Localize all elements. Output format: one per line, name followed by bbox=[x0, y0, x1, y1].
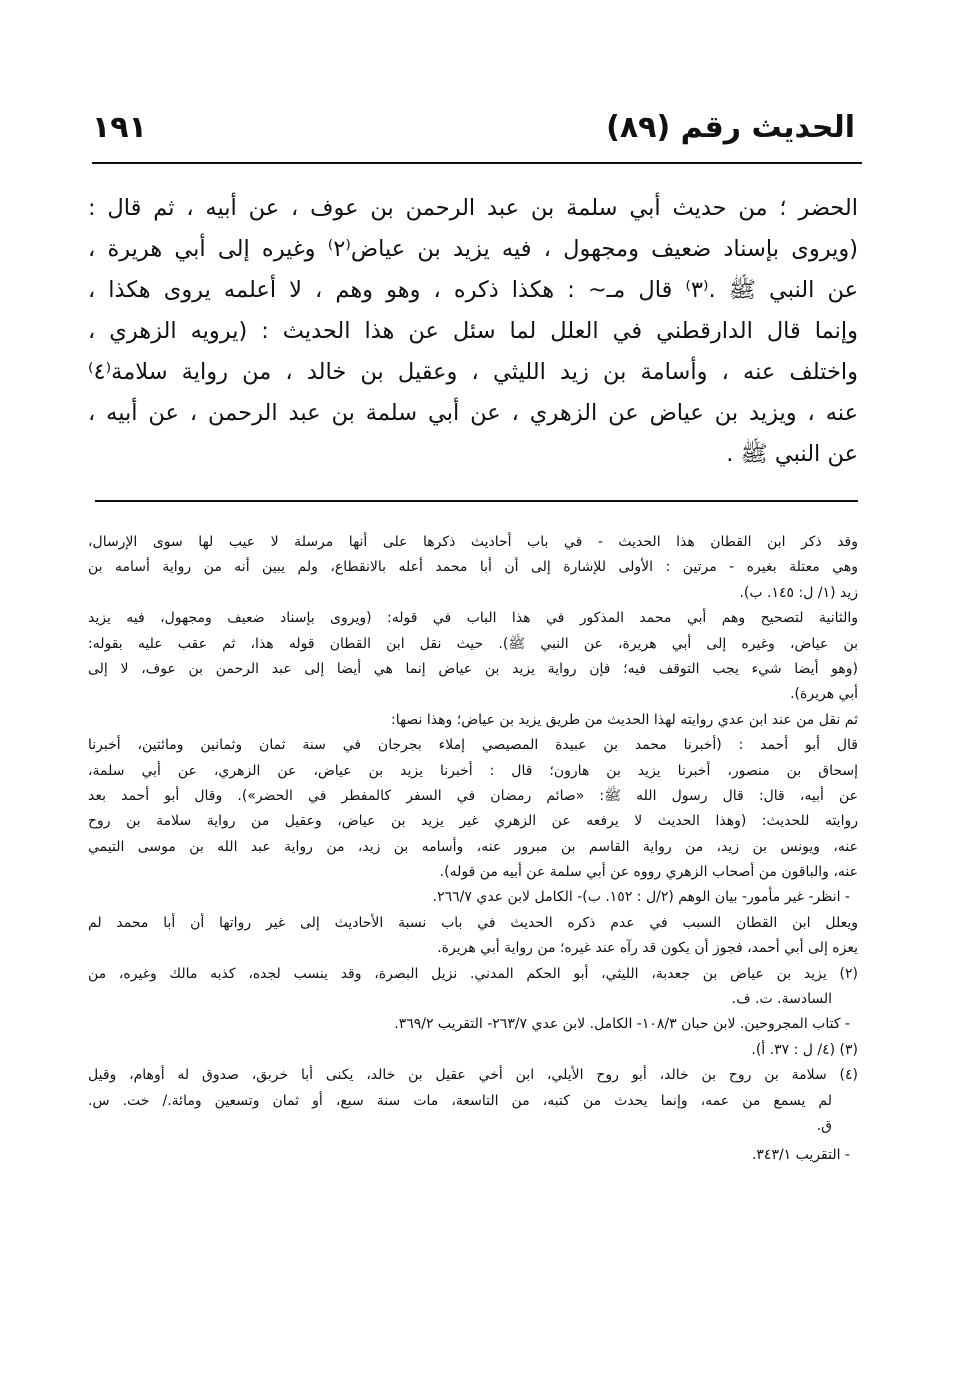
footnote-line: روايته للحديث: (وهذا الحديث لا يرفعه عن الزهري غير يزيد بن عياض، وعقيل من رواية سلامة بن روح bbox=[88, 813, 858, 830]
footnote-rule bbox=[95, 500, 858, 502]
footnote-line: (٣) (٤/ ل : ٣٧. أ). bbox=[751, 1041, 858, 1058]
footnote-line: أبي هريرة). bbox=[790, 686, 858, 703]
main-text-line: عن النبي ﷺ . bbox=[726, 441, 858, 467]
footnotes bbox=[88, 530, 858, 1169]
footnote-line: عنه، والباقون من أصحاب الزهري رووه عن أبي سلمة عن أبيه من قوله). bbox=[439, 864, 858, 881]
footnote-line: (٤) سلامة بن روح بن خالد، أبو روح الأيلي، ابن أخي عقيل بن خالد، يكنى أبا خربق، صدوق له أوهام، وقيل bbox=[88, 1067, 858, 1084]
footnote-line: بن عياض، وغيره إلى أبي هريرة، عن النبي ﷺ). حيث نقل ابن القطان قوله هذا، ثم عقب عليه بقوله: bbox=[88, 635, 858, 652]
footnote-line: - انظر- غير مأمور- بيان الوهم (٢/ل : ١٥٢. ب)- الكامل لابن عدي ٢٦٦/٧. bbox=[432, 889, 850, 906]
footnote-line: (وهو أيضا شيء يجب التوقف فيه؛ فإن رواية يزيد بن عياض إنما هي أيضا إلى عبد الرحمن بن عوف، لا إلى bbox=[88, 660, 858, 677]
footnote-line: ثم نقل من عند ابن عدي روايته لهذا الحديث من طريق يزيد بن عياض؛ وهذا نصها: bbox=[390, 711, 858, 728]
main-text-line: عن النبي ﷺ .⁽٣⁾ قال مـ~ : هكذا ذكره ، وهو وهم ، لا أعلمه يروى هكذا ، bbox=[88, 277, 858, 303]
footnote-line: عنه، ويونس بن زيد، من رواية القاسم بن مبرور عنه، وأسامه بن زيد، من رواية عبد الله بن موسى التيمي bbox=[88, 838, 858, 855]
footnote-line: وهي معتلة بغيره - مرتين : الأولى للإشارة إلى أن أبا محمد أعله بالانقطاع، ولم يبين أنه من رواية أسامه بن bbox=[88, 559, 858, 576]
page-number: ١٩١ bbox=[92, 110, 147, 145]
footnote-line: يعزه إلى أبي أحمد، فجوز أن يكون قد رآه عند غيره؛ من رواية أبي هريرة. bbox=[437, 940, 858, 957]
footnote-line: وقد ذكر ابن القطان هذا الحديث - في باب أحاديث ذكرها على أنها مرسلة لا عيب لها سوى الإرسال، bbox=[88, 534, 858, 550]
footnote-line: - كتاب المجروحين. لابن حبان ١٠٨/٣- الكامل. لابن عدي ٢٦٣/٧- التقريب ٣٦٩/٢. bbox=[394, 1016, 850, 1033]
footnote-line: عن أبيه، قال: قال رسول الله ﷺ: «صائم رمضان في السفر كالمفطر في الحضر»). وقال أبو أحمد بعد bbox=[88, 787, 858, 804]
main-text-line: عنه ، ويزيد بن عياض عن الزهري ، عن أبي سلمة بن عبد الرحمن ، عن أبيه ، bbox=[88, 400, 858, 426]
footnote-line: (٢) يزيد بن عياض بن جعدبة، الليثي، أبو الحكم المدني. نزيل البصرة، وقد ينسب لجده، كذبه مالك وغيره، من bbox=[88, 965, 858, 982]
main-text-line: واختلف عنه ، وأسامة بن زيد الليثي ، وعقيل بن خالد ، من رواية سلامة⁽٤⁾ bbox=[88, 359, 858, 385]
main-text-line: الحضر ؛ من حديث أبي سلمة بن عبد الرحمن بن عوف ، عن أبيه ، ثم قال : bbox=[88, 195, 858, 221]
footnote-line: - التقريب ٣٤٣/١. bbox=[751, 1147, 850, 1164]
footnote-line: ويعلل ابن القطان السبب في عدم ذكره الحديث في باب نسبة الأحاديث إلى غير رواتها أن أبا محمد لم bbox=[88, 914, 858, 931]
header-rule bbox=[92, 162, 862, 164]
main-text bbox=[88, 188, 858, 475]
footnote-line: لم يسمع من عمه، وإنما يحدث من كتبه، من التاسعة، مات سنة سبع، أو ثمان وتسعين ومائة./ خت. س. bbox=[88, 1092, 832, 1109]
footnote-line: ق. bbox=[816, 1117, 832, 1134]
running-title: الحديث رقم (٨٩) bbox=[606, 110, 855, 145]
footnote-line: السادسة. ت. ف. bbox=[731, 991, 832, 1008]
footnote-line: والثانية لتصحيح وهم أبي محمد المذكور في هذا الباب في قوله: (ويروى بإسناد ضعيف ومجهول، فيه يزيد bbox=[88, 610, 858, 627]
footnote-line: قال أبو أحمد : (أخبرنا محمد بن عبيدة المصيصي إملاء بجرجان في سنة ثمان وثمانين ومائتين، أخبرنا bbox=[88, 737, 858, 754]
footnote-line: زيد (١/ ل: ١٤٥. ب). bbox=[739, 584, 858, 601]
main-text-line: (ويروى بإسناد ضعيف ومجهول ، فيه يزيد بن عياض⁽٢⁾ وغيره إلى أبي هريرة ، bbox=[88, 236, 858, 262]
main-text-line: وإنما قال الدارقطني في العلل لما سئل عن هذا الحديث : (يرويه الزهري ، bbox=[88, 318, 858, 344]
footnote-line: إسحاق بن منصور، أخبرنا يزيد بن هارون؛ قال : أخبرنا يزيد بن عياض، عن الزهري، عن أبي سلمة، bbox=[88, 762, 858, 779]
